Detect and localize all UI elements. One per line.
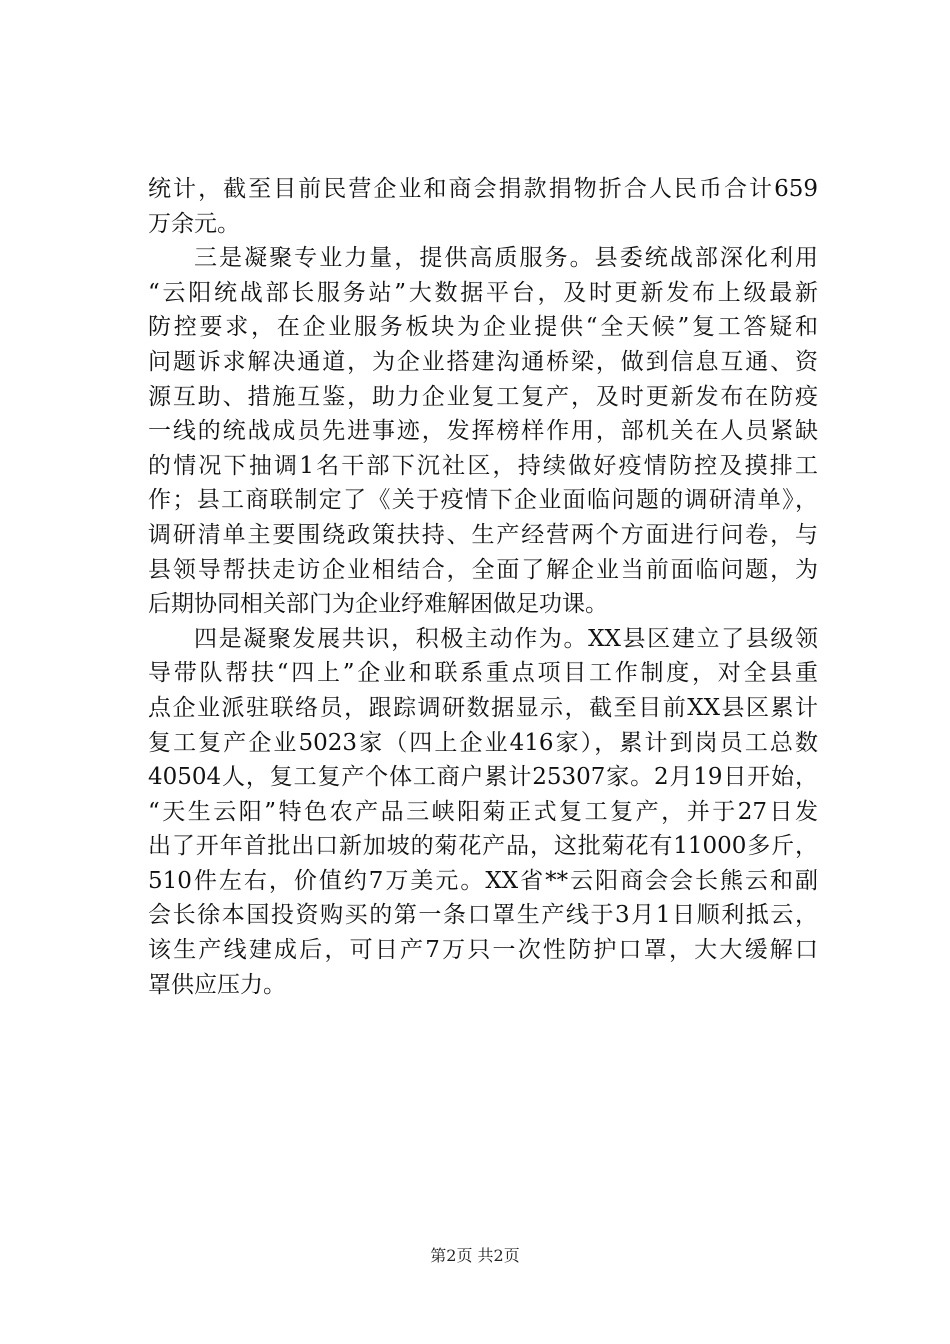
text-line: 罩供应压力。 <box>148 971 286 998</box>
text-line: 问题诉求解决通道，为企业搭建沟通桥梁，做到信息互通、资 <box>148 348 818 375</box>
text-line: 导带队帮扶“四上”企业和联系重点项目工作制度，对全县重 <box>148 660 818 687</box>
text-line: 四是凝聚发展共识，积极主动作为。XX县区建立了县级领 <box>194 625 818 652</box>
text-line: 该生产线建成后，可日产7万只一次性防护口罩，大大缓解口 <box>148 937 818 964</box>
text-line: 复工复产企业5023家（四上企业416家），累计到岗员工总数 <box>148 729 818 756</box>
text-line: 万余元。 <box>148 210 240 237</box>
text-line: 县领导帮扶走访企业相结合，全面了解企业当前面临问题，为 <box>148 556 818 583</box>
text-line: “云阳统战部长服务站”大数据平台，及时更新发布上级最新 <box>148 279 818 306</box>
text-line: 一线的统战成员先进事迹，发挥榜样作用，部机关在人员紧缺 <box>148 418 818 445</box>
text-line: 510件左右，价值约7万美元。XX省**云阳商会会长熊云和副 <box>148 867 818 894</box>
page-number-footer: 第2页 共2页 <box>430 1246 520 1265</box>
text-line: 源互助、措施互鉴，助力企业复工复产，及时更新发布在防疫 <box>148 383 818 410</box>
text-line: 作；县工商联制定了《关于疫情下企业面临问题的调研清单》， <box>148 487 818 514</box>
text-line: 统计，截至目前民营企业和商会捐款捐物折合人民币合计659 <box>148 176 818 202</box>
text-line: 调研清单主要围绕政策扶持、生产经营两个方面进行问卷，与 <box>148 521 818 548</box>
text-line: 后期协同相关部门为企业纾难解困做足功课。 <box>148 591 608 618</box>
document-body <box>148 172 818 1002</box>
text-line: 会长徐本国投资购买的第一条口罩生产线于3月1日顺利抵云， <box>148 902 818 929</box>
text-line: 防控要求，在企业服务板块为企业提供“全天候”复工答疑和 <box>148 314 818 341</box>
text-line: 三是凝聚专业力量，提供高质服务。县委统战部深化利用 <box>194 245 818 272</box>
text-line: 出了开年首批出口新加坡的菊花产品，这批菊花有11000多斤， <box>148 833 818 860</box>
text-line: 的情况下抽调1名干部下沉社区，持续做好疫情防控及摸排工 <box>148 452 818 479</box>
text-line: 点企业派驻联络员，跟踪调研数据显示，截至目前XX县区累计 <box>148 694 818 721</box>
text-line: “天生云阳”特色农产品三峡阳菊正式复工复产，并于27日发 <box>148 798 818 825</box>
text-line: 40504人，复工复产个体工商户累计25307家。2月19日开始， <box>148 764 818 791</box>
